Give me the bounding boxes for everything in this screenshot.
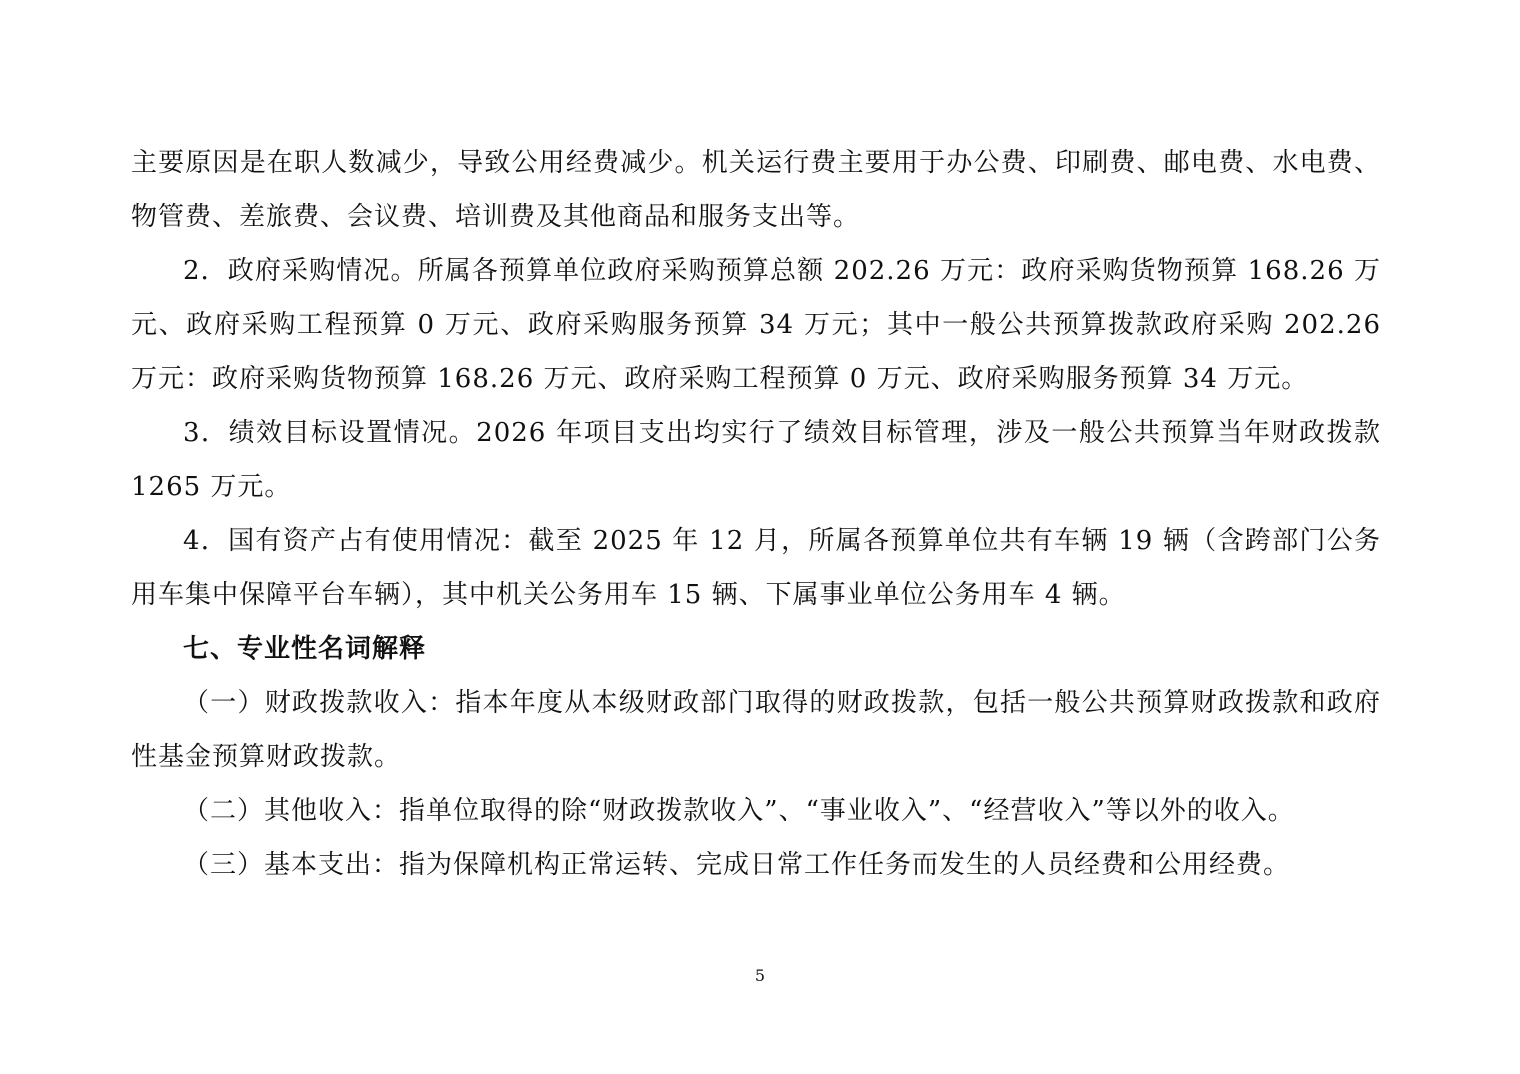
definition-fiscal-appropriation-income: （一）财政拨款收入：指本年度从本级财政部门取得的财政拨款，包括一般公共预算财政拨款和政府性基金预算财政拨款。 — [131, 688, 1381, 772]
paragraph-government-procurement: 2．政府采购情况。所属各预算单位政府采购预算总额 202.26 万元：政府采购货物预算 168.26 万元、政府采购工程预算 0 万元、政府采购服务预算 34 万元；其中一般公共预算拨款政府采购 202.26 万元：政府采购货物预算 168.26 万元、政府采购工程预算 0 万元、政府采购服务预算 34 万元。 — [131, 256, 1381, 394]
definition-other-income: （二）其他收入：指单位取得的除“财政拨款收入”、“事业收入”、“经营收入”等以外的收入。 — [183, 796, 1295, 826]
section-heading-terms: 七、专业性名词解释 — [183, 634, 427, 664]
paragraph-performance-targets: 3．绩效目标设置情况。2026 年项目支出均实行了绩效目标管理，涉及一般公共预算当年财政拨款 1265 万元。 — [131, 418, 1381, 502]
page-number: 5 — [754, 966, 766, 985]
definition-basic-expenditure: （三）基本支出：指为保障机构正常运转、完成日常工作任务而发生的人员经费和公用经费。 — [183, 850, 1291, 880]
paragraph-state-assets: 4．国有资产占有使用情况：截至 2025 年 12 月，所属各预算单位共有车辆 19 辆（含跨部门公务用车集中保障平台车辆），其中机关公务用车 15 辆、下属事业单位公务用车 4 辆。 — [131, 526, 1381, 610]
paragraph-operating-costs: 主要原因是在职人数减少，导致公用经费减少。机关运行费主要用于办公费、印刷费、邮电费、水电费、物管费、差旅费、会议费、培训费及其他商品和服务支出等。 — [131, 148, 1381, 232]
document-body — [131, 136, 1381, 892]
